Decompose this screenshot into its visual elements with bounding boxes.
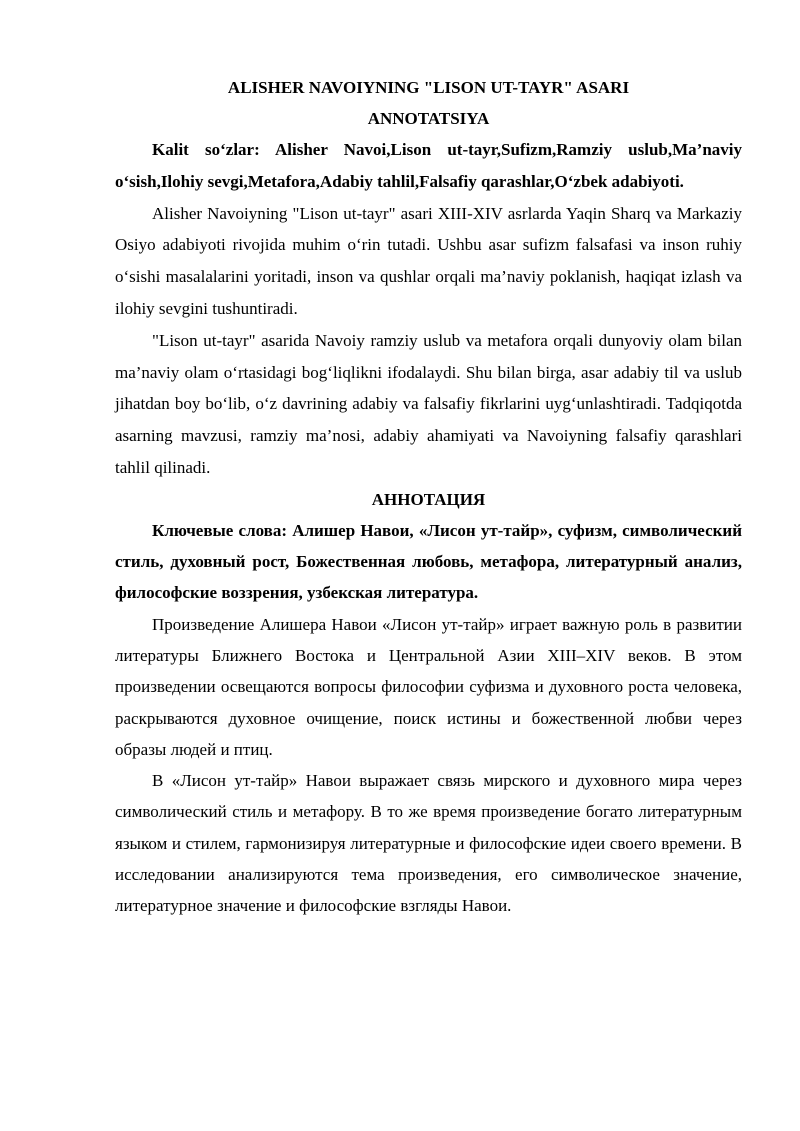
abstract-paragraph-ru-2: В «Лисон ут-тайр» Навои выражает связь мирского и духовного мира через символический стиль и метафору. В то же время произведение богато литературным языком и стилем, гармонизируя литературные и философские идеи своего времени. В исследовании анализируются тема произведения, его символическое значение, литературное значение и философские взгляды Навои. (115, 771, 742, 916)
keywords-ru: Ключевые слова: Алишер Навои, «Лисон ут-тайр», суфизм, символический стиль, духовный рост, Божественная любовь, метафора, литературный анализ, философские воззрения, узбекская литература. (115, 520, 742, 603)
annotation-heading-uz: ANNOTATSIYA (367, 109, 490, 128)
annotation-heading-ru: АННОТАЦИЯ (371, 489, 486, 509)
keywords-uz: Kalit so‘zlar: Alisher Navoi,Lison ut-tayr,Sufizm,Ramziy uslub,Ma’naviy o‘sish,Ilohiy sevgi,Metafora,Adabiy tahlil,Falsafiy qarashlar,O‘zbek adabiyoti. (115, 140, 742, 191)
abstract-paragraph-uz-2: "Lison ut-tayr" asarida Navoiy ramziy uslub va metafora orqali dunyoviy olam bilan ma’naviy olam o‘rtasidagi bog‘liqlikni ifodalaydi. Shu bilan birga, asar adabiy til va uslub jihatdan boy bo‘lib, o‘z davrining adabiy va falsafiy fikrlarini uyg‘unlashtiradi. Tadqiqotda asarning mavzusi, ramziy ma’nosi, adabiy ahamiyati va Navoiyning falsafiy qarashlari tahlil qilinadi. (115, 330, 742, 477)
document-page (115, 72, 742, 922)
abstract-paragraph-uz-1: Alisher Navoiyning "Lison ut-tayr" asari XIII-XIV asrlarda Yaqin Sharq va Markaziy Osiyo adabiyoti rivojida muhim o‘rin tutadi. Ushbu asar sufizm falsafasi va inson ruhiy o‘sishi masalalarini yoritadi, inson va qushlar orqali ma’naviy poklanish, haqiqat izlash va ilohiy sevgini tushuntiradi. (115, 203, 742, 318)
article-title: ALISHER NAVOIYNING "LISON UT-TAYR" ASARI (227, 78, 630, 97)
abstract-paragraph-ru-1: Произведение Алишера Навои «Лисон ут-тайр» играет важную роль в развитии литературы Ближнего Востока и Центральной Азии XIII–XIV веков. В этом произведении освещаются вопросы философии суфизма и духовного роста человека, раскрываются духовное очищение, поиск истины и божественной любви через образы людей и птиц. (115, 614, 742, 759)
